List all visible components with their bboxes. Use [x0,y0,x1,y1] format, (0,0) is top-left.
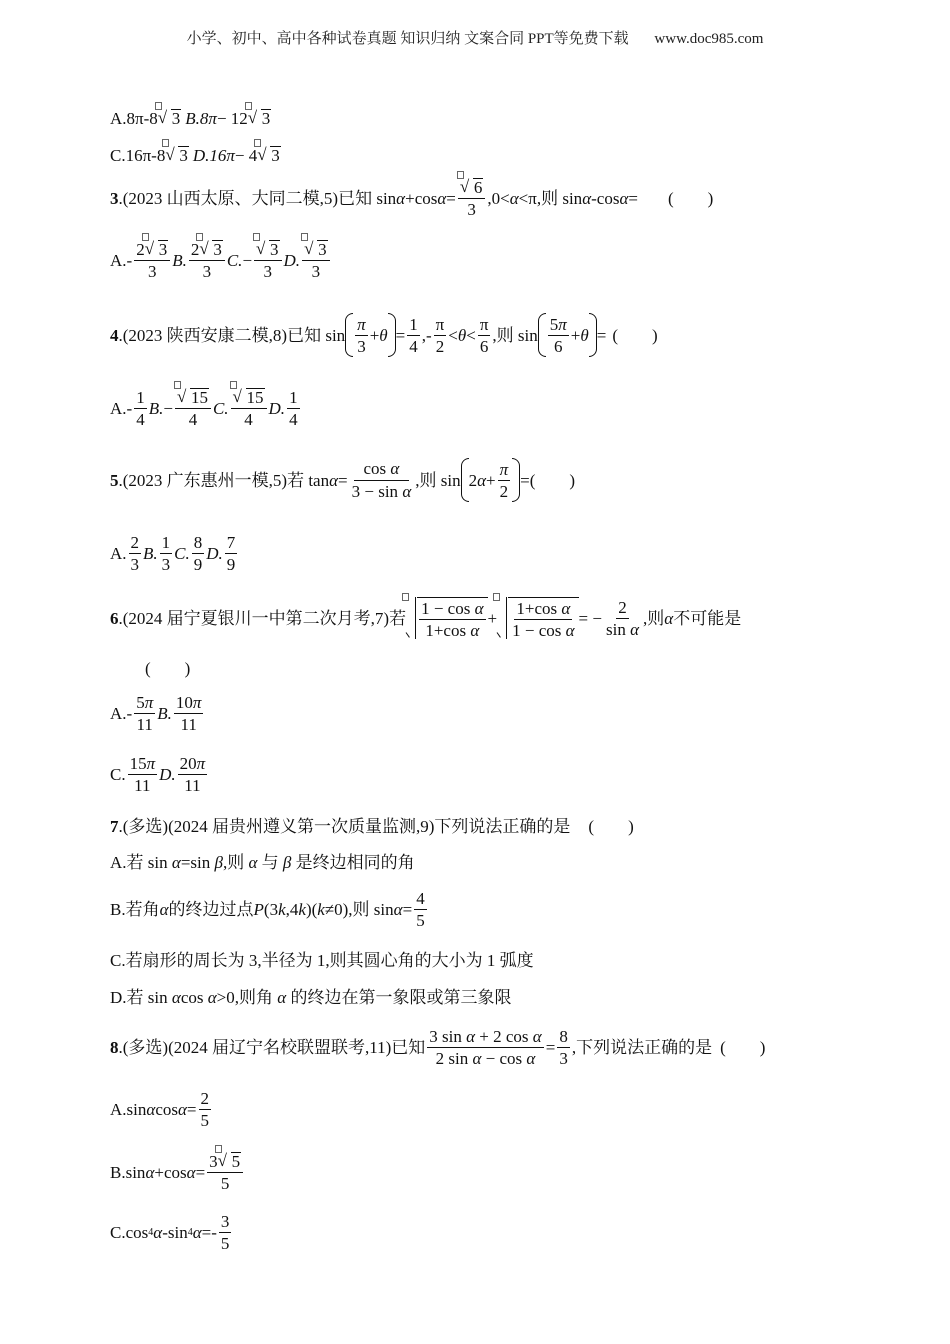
q3-text: = [446,188,456,208]
q3-source: .(2023 山西太原、大同二模,5)已知 sin [118,188,397,208]
q6-option-d: D. [159,765,176,784]
q6-stem [110,597,741,639]
answer-blank: ( ) [588,817,634,836]
q5-source: .(2023 广东惠州一模,5)若 tan [118,470,330,490]
answer-blank: ( ) [720,1038,766,1057]
q5-option-c: C. [174,544,190,563]
q2-b-sqrt: √ 3 [248,109,272,127]
q5-option-a: A. [110,544,127,563]
q7-number: 7 [110,817,119,836]
q6-options-cd: C. 15π 11 D. 20π 11 [110,754,206,795]
q5-option-d: D. [206,544,223,563]
q6-text: + [487,608,498,628]
q4-paren-1: π 3 + θ [345,313,395,357]
q4-text: < [448,325,458,345]
q7-stem [110,818,634,835]
q6-number: 6 [110,608,119,628]
q2-option-a: A.8π-8 [110,108,158,128]
answer-blank: ( ) [667,188,714,208]
q3-fraction: √ 6 3 [458,178,486,218]
q2-d-sqrt: √ 3 [257,146,281,164]
q4-option-c: C. [212,398,229,418]
q4-options: A.- 1 4 B. − √ 15 4 C. √ 15 4 D. 1 4 [110,388,302,428]
page-header [0,27,950,48]
alpha-symbol: α [509,188,519,208]
q2-options-cd [110,145,281,164]
alpha-symbol: α [619,188,629,208]
q8-option-b: B.sin α +cos α = 3 √ 5 5 [110,1152,245,1192]
q6-text: 不可能是 [673,608,742,628]
alpha-symbol: α [437,188,447,208]
q3-text: ,0< [487,188,510,208]
q3-b-fraction: 2 √ 3 3 [189,240,225,280]
q4-text: ,- [421,325,432,345]
q5-fraction: $\frac{\text{cos α}}{\text{3 − sin α}}$ [351,459,412,501]
q2-option-d: D.16 [192,145,227,165]
q7-option-c: C.若扇形的周长为 3,半径为 1,则其圆心角的大小为 1 弧度 [110,951,534,970]
q2-options-ab [110,108,271,127]
q5-text: = [520,470,530,490]
q3-c-fraction: √ 3 3 [254,240,282,280]
minus-sign: − [163,398,173,418]
q6-text: ,则 [643,608,665,628]
q6-option-b: B. [157,704,172,723]
q4-source: .(2023 陕西安康二模,8)已知 sin [118,325,346,345]
q3-number: 3 [110,188,119,208]
q5-option-b: B. [143,544,158,563]
q4-frac-pi6: π 6 [479,314,489,356]
q4-option-b: B. [148,398,164,418]
q4-frac-quarter: $\frac{1}{4}$ [409,314,418,356]
header-url[interactable]: www.doc985.com [654,31,764,47]
q3-text: -cos [591,188,620,208]
q8-stem: 8 .(多选)(2024 届辽宁名校联盟联考,11)已知 $\frac{\text{3 sin α + 2 cos α}}{\text{2 sin α − cos α}}$ = $\frac{8}{3}$ ,下列说法正确的是 ( ) [110,1027,766,1068]
q7-option-b: B.若角 α 的终边过点 P (3 k ,4 k )( k ≠0),则 sin α = $\frac{4}{5}$ [110,889,425,930]
q6-sqrt-1: 1 − cos α 1+cos α [406,597,487,639]
q3-text: <π,则 sin [518,188,583,208]
q7-source: .(多选)(2024 届贵州遵义第一次质量监测,9)下列说法正确的是 [118,817,571,836]
q8-source: .(多选)(2024 届辽宁名校联盟联考,11)已知 [118,1038,426,1057]
q4-text: = [395,325,406,345]
alpha-symbol: α [329,470,339,490]
q5-text: ,则 sin [415,470,461,490]
q3-text: = [628,188,638,208]
q8-text: ,下列说法正确的是 [571,1038,713,1057]
q6-answer-blank: ( ) [145,659,191,678]
alpha-symbol: α [396,188,406,208]
q4-option-a: A.- [110,398,133,418]
q6-text: = − [578,608,602,628]
q2-b-rest: − 12 [216,108,248,128]
q3-option-a: A.- [110,250,133,270]
q7-option-d: D.若 sin αcos α>0,则角 α 的终边在第一象限或第三象限 [110,988,512,1007]
q3-option-b: B. [172,250,187,270]
q7-option-a: A.若 sin α=sin β,则 α 与 β 是终边相同的角 [110,853,415,872]
minus-sign: − [242,250,253,270]
q4-option-d: D. [268,398,286,418]
q4-paren-2: 5π 6 + θ [538,313,597,357]
q5-number: 5 [110,470,119,490]
q8-fraction: $\frac{\text{3 sin α + 2 cos α}}{\text{2 sin α − cos α}}$ [429,1027,542,1068]
q5-paren: 2 α + $\frac{\pi}{2}$ [461,458,521,502]
q4-text: ,则 sin [492,325,538,345]
q5-text: = [338,470,348,490]
q2-d-rest: − 4 [234,145,258,165]
q5-stem [110,458,575,502]
answer-blank: ( ) [529,470,576,490]
q3-a-fraction: 2 √ 3 3 [134,240,170,280]
q6-options-ab: A.- 5π 11 B. 10π 11 [110,693,202,734]
q4-stem [110,313,658,357]
q6-fraction: $\frac{2}{\text{sin α}}$ [605,597,640,639]
q4-text: = [596,325,607,345]
q3-option-d: D. [283,250,301,270]
q6-source: .(2024 届宁夏银川一中第二次月考,7)若 [118,608,407,628]
q6-sqrt-2: 1+cos α 1 − cos α [497,597,578,639]
q8-text: = [545,1038,556,1057]
q6-option-c: C. [110,765,126,784]
q4-text: < [466,325,476,345]
pi-symbol: π [208,108,217,128]
q3-stem [110,178,713,218]
header-text: 小学、初中、高中各种试卷真题 知识归纳 文案合同 PPT等免费下载 [186,31,629,47]
q8-option-c: C.cos 4 α -sin 4 α =- 3 5 [110,1212,230,1253]
q3-option-c: C. [226,250,243,270]
pi-symbol: π [226,145,235,165]
theta-symbol: θ [457,325,467,345]
q2-c-sqrt: √ 3 [165,146,189,164]
q2-a-sqrt: √ 3 [158,109,182,127]
q6-option-a: A.- [110,704,133,723]
alpha-symbol: α [582,188,592,208]
q3-text: +cos [405,188,438,208]
q2-option-c: C.16π-8 [110,145,166,165]
q4-frac-pi2: π 2 [435,314,445,356]
q5-options: A. 2 3 B. 1 3 C. 8 9 D. 7 9 [110,533,236,574]
q8-option-a: A.sin α cos α = $\frac{2}{5}$ [110,1089,210,1130]
q2-option-b: B.8 [185,108,209,128]
answer-blank: ( ) [612,325,658,345]
q3-options [110,240,332,280]
q4-number: 4 [110,325,119,345]
alpha-symbol: α [664,608,674,628]
q3-d-fraction: √ 3 3 [302,240,330,280]
q8-number: 8 [110,1038,119,1057]
